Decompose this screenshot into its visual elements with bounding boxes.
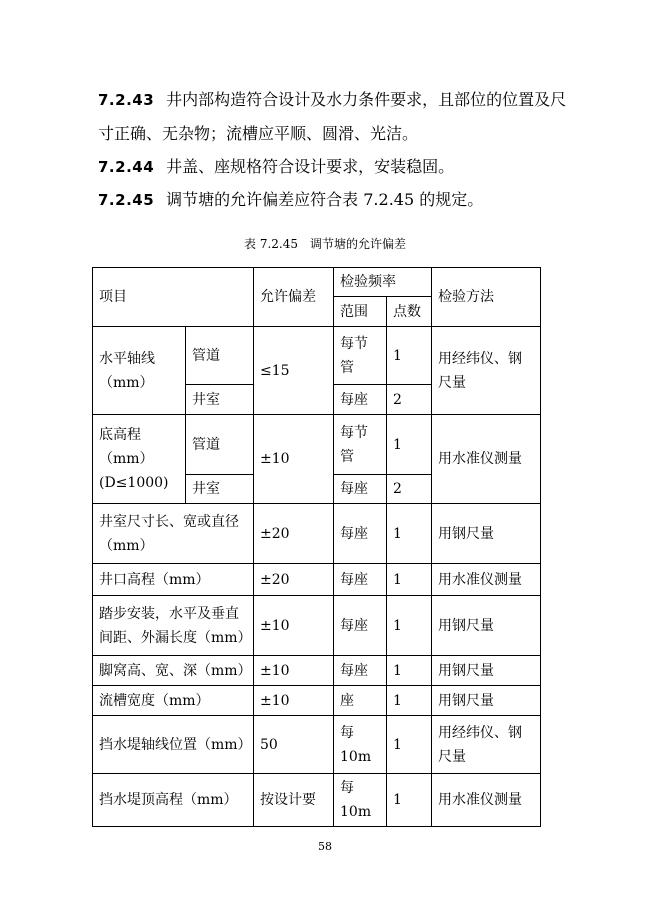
row-item: 踏步安装，水平及垂直间距、外漏长度（mm） (93, 596, 254, 656)
row-subitem: 管道 (186, 415, 254, 475)
row-range: 每节管 (334, 327, 387, 385)
clause-text: 井内部构造符合设计及水力条件要求，且部位的位置及尺 (166, 90, 567, 109)
header-item: 项目 (93, 268, 254, 327)
table-header-row (93, 268, 541, 297)
header-deviation: 允许偏差 (254, 268, 334, 327)
row-subitem: 井室 (186, 385, 254, 415)
header-frequency: 检验频率 (334, 268, 432, 297)
row-method: 用水准仪测量 (432, 415, 541, 504)
row-points: 1 (387, 774, 432, 827)
row-item: 井室尺寸长、宽或直径（mm） (93, 504, 254, 564)
deviation-table (92, 267, 541, 827)
row-range: 座 (334, 686, 387, 716)
row-method: 用经纬仪、钢尺量 (432, 327, 541, 415)
row-points: 2 (387, 475, 432, 504)
header-points: 点数 (387, 297, 432, 327)
clause-number: 7.2.45 (98, 191, 155, 209)
table-row (93, 564, 541, 596)
table-row (93, 656, 541, 686)
row-range: 每座 (334, 475, 387, 504)
row-deviation: ≤15 (254, 327, 334, 415)
clause-text: 寸正确、无杂物；流槽应平顺、圆滑、光洁。 (98, 124, 419, 143)
row-points: 1 (387, 686, 432, 716)
table-row (93, 596, 541, 656)
clause-number: 7.2.43 (98, 91, 155, 109)
row-item: 挡水堤轴线位置（mm） (93, 716, 254, 774)
row-subitem: 井室 (186, 475, 254, 504)
row-item: 水平轴线（mm） (93, 327, 186, 415)
table-row (93, 415, 541, 475)
row-points: 1 (387, 504, 432, 564)
row-deviation: ±10 (254, 596, 334, 656)
row-range: 每座 (334, 656, 387, 686)
row-range: 每节管 (334, 415, 387, 475)
header-method: 检验方法 (432, 268, 541, 327)
row-points: 1 (387, 564, 432, 596)
row-method: 用钢尺量 (432, 656, 541, 686)
row-method: 用钢尺量 (432, 596, 541, 656)
row-deviation: ±20 (254, 504, 334, 564)
row-points: 1 (387, 596, 432, 656)
row-deviation: ±20 (254, 564, 334, 596)
row-range: 每座 (334, 596, 387, 656)
row-item: 底高程（mm）(D≤1000) (93, 415, 186, 504)
clause-7-2-43 (98, 90, 566, 110)
row-method: 用水准仪测量 (432, 564, 541, 596)
row-item: 流槽宽度（mm） (93, 686, 254, 716)
row-deviation: 50 (254, 716, 334, 774)
clause-text: 调节塘的允许偏差应符合表 7.2.45 的规定。 (166, 190, 484, 209)
table-caption: 表 7.2.45 调节塘的允许偏差 (244, 237, 406, 251)
table-row (93, 774, 541, 827)
row-deviation: ±10 (254, 415, 334, 504)
clause-text: 井盖、座规格符合设计要求，安装稳固。 (166, 157, 455, 176)
table-row (93, 504, 541, 564)
row-method: 用钢尺量 (432, 504, 541, 564)
row-range: 每座 (334, 385, 387, 415)
row-item: 挡水堤顶高程（mm） (93, 774, 254, 827)
clause-7-2-43-continued (98, 124, 418, 144)
row-range: 每 10m (334, 774, 387, 827)
row-item: 脚窝高、宽、深（mm） (93, 656, 254, 686)
row-points: 1 (387, 656, 432, 686)
table-row (93, 716, 541, 774)
row-deviation: 按设计要 (254, 774, 334, 827)
clause-number: 7.2.44 (98, 158, 155, 176)
row-range: 每座 (334, 504, 387, 564)
header-range: 范围 (334, 297, 387, 327)
row-points: 1 (387, 716, 432, 774)
row-method: 用钢尺量 (432, 686, 541, 716)
row-range: 每 10m (334, 716, 387, 774)
row-method: 用经纬仪、钢尺量 (432, 716, 541, 774)
page-number: 58 (318, 840, 332, 853)
row-points: 2 (387, 385, 432, 415)
clause-7-2-44 (98, 157, 454, 177)
clause-7-2-45 (98, 190, 483, 210)
table-row (93, 686, 541, 716)
row-range: 每座 (334, 564, 387, 596)
row-deviation: ±10 (254, 686, 334, 716)
row-subitem: 管道 (186, 327, 254, 385)
row-item: 井口高程（mm） (93, 564, 254, 596)
table-row (93, 327, 541, 385)
row-method: 用水准仪测量 (432, 774, 541, 827)
row-points: 1 (387, 327, 432, 385)
row-points: 1 (387, 415, 432, 475)
row-deviation: ±10 (254, 656, 334, 686)
